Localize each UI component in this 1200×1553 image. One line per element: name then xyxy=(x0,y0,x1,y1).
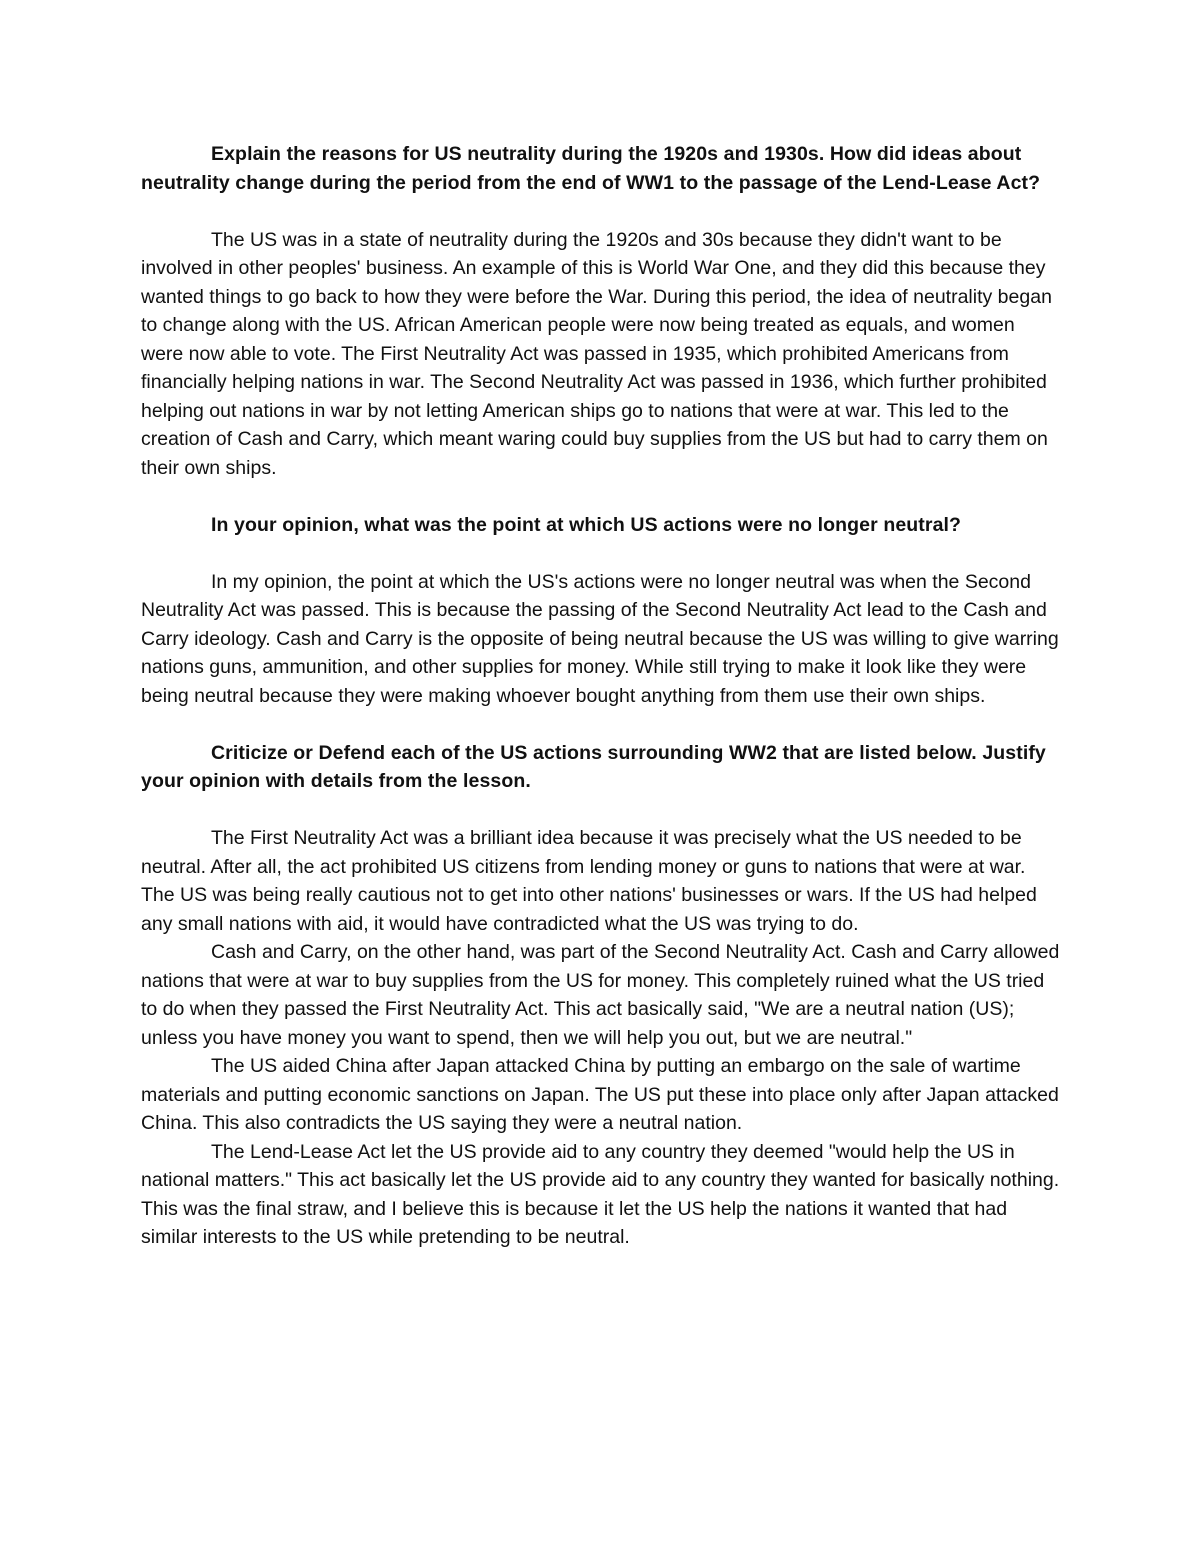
question-2: In your opinion, what was the point at which US actions were no longer neutral? xyxy=(211,513,962,536)
answer-3-paragraph-1: The First Neutrality Act was a brilliant idea because it was precisely what the US needed to be neutral. After all, the act prohibited US citizens from lending money or guns to nations that were at war. The US was being really cautious not to get into other nations' businesses or wars. If the US had helped any small nations with aid, it would have contradicted what the US was trying to do. xyxy=(141,827,1037,935)
question-3: Criticize or Defend each of the US actions surrounding WW2 that are listed below. Justify your opinion with details from the lesson. xyxy=(141,741,1046,792)
question-1: Explain the reasons for US neutrality during the 1920s and 1930s. How did ideas about neutrality change during the period from the end of WW1 to the passage of the Lend-Lease Act? xyxy=(141,143,1041,194)
spacer xyxy=(141,710,1061,739)
answer-3-paragraph-2: Cash and Carry, on the other hand, was part of the Second Neutrality Act. Cash and Carry allowed nations that were at war to buy supplies from the US for money. This completely ruined what the US tried to do when they passed the First Neutrality Act. This act basically said, "We are a neutral nation (US); unless you have money you want to spend, then we will help you out, but we are neutral." xyxy=(141,941,1060,1049)
answer-3-paragraph-4: The Lend-Lease Act let the US provide aid to any country they deemed "would help the US in national matters." This act basically let the US provide aid to any country they wanted for basically nothing. This was the final straw, and I believe this is because it let the US help the nations it wanted that had similar interests to the US while pretending to be neutral. xyxy=(141,1140,1060,1248)
answer-1-paragraph-1: The US was in a state of neutrality during the 1920s and 30s because they didn't want to be involved in other peoples' business. An example of this is World War One, and they did this because they wanted things to go back to how they were before the War. During this period, the idea of neutrality began to change along with the US. African American people were now being treated as equals, and women were now able to vote. The First Neutrality Act was passed in 1935, which prohibited Americans from financially helping nations in war. The Second Neutrality Act was passed in 1936, which further prohibited helping out nations in war by not letting American ships go to nations that were at war. This led to the creation of Cash and Carry, which meant waring could buy supplies from the US but had to carry them on their own ships. xyxy=(141,228,1052,479)
document-body xyxy=(141,140,1061,1252)
spacer xyxy=(141,482,1061,511)
spacer xyxy=(141,197,1061,226)
answer-3-paragraph-3: The US aided China after Japan attacked China by putting an embargo on the sale of wartime materials and putting economic sanctions on Japan. The US put these into place only after Japan attacked China. This also contradicts the US saying they were a neutral nation. xyxy=(141,1055,1059,1134)
spacer xyxy=(141,539,1061,568)
answer-2-paragraph-1: In my opinion, the point at which the US's actions were no longer neutral was when the Second Neutrality Act was passed. This is because the passing of the Second Neutrality Act lead to the Cash and Carry ideology. Cash and Carry is the opposite of being neutral because the US was willing to give warring nations guns, ammunition, and other supplies for money. While still trying to make it look like they were being neutral because they were making whoever bought anything from them use their own ships. xyxy=(141,570,1059,707)
spacer xyxy=(141,796,1061,825)
